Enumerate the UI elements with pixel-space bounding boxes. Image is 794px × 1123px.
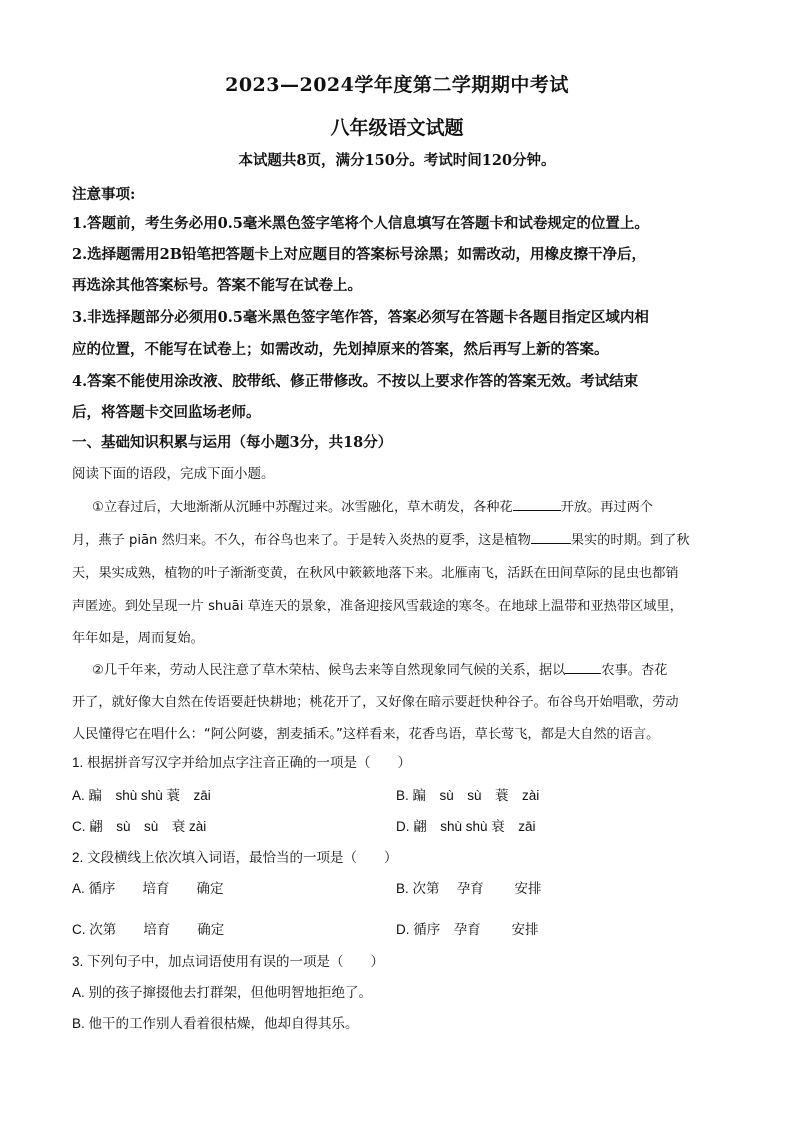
passage-text: 农事。杏花 bbox=[601, 663, 668, 678]
note-line: 2.选择题需用2B铅笔把答题卡上对应题目的答案标号涂黑；如需改动，用橡皮擦干净后， bbox=[72, 246, 646, 263]
note-line: 3.非选择题部分必须用0.5毫米黑色签字笔作答，答案必须写在答题卡各题目指定区域内相 bbox=[72, 309, 649, 326]
question-2-option-c: C. 次第 培育 确定 bbox=[72, 922, 225, 937]
exam-subtitle: 八年级语文试题 bbox=[330, 117, 464, 139]
passage-line bbox=[92, 496, 744, 515]
note-line: 再选涂其他答案标号。答案不能写在试卷上。 bbox=[72, 277, 362, 294]
passage-line: 天，果实成熟，植物的叶子渐渐变黄，在秋风中簌簌地落下来。北雁南飞，活跃在田间草际的昆虫也都销 bbox=[72, 566, 679, 581]
question-3-stem: 3. 下列句子中，加点词语使用有误的一项是（ ） bbox=[72, 954, 385, 969]
question-2-option-b: B. 次第 孕育 安排 bbox=[396, 881, 542, 896]
note-line: 1.答题前，考生务必用0.5毫米黑色签字笔将个人信息填写在答题卡和试卷规定的位置上。 bbox=[72, 215, 649, 232]
passage-text: ②几千年来，劳动人民注意了草木荣枯、候鸟去来等自然现象同气候的关系，据以 bbox=[92, 663, 566, 678]
passage-line: 开了，就好像大自然在传语要赶快耕地；桃花开了，又好像在暗示要赶快种谷子。布谷鸟开始唱歌，劳动 bbox=[72, 695, 679, 710]
question-3-option-a: A. 别的孩子撺掇他去打群架，但他明智地拒绝了。 bbox=[72, 985, 373, 1000]
passage-line bbox=[72, 529, 724, 548]
notes-heading: 注意事项: bbox=[72, 186, 136, 203]
question-2-option-d: D. 循序 孕育 安排 bbox=[396, 922, 539, 937]
answer-blank bbox=[531, 531, 571, 544]
exam-info: 本试题共8页，满分150分。考试时间120分钟。 bbox=[238, 152, 556, 169]
question-1-option-c: C. 翩 sù sù 衰 zài bbox=[72, 819, 207, 834]
section-intro: 阅读下面的语段，完成下面小题。 bbox=[72, 466, 275, 481]
passage-text: ①立春过后，大地渐渐从沉睡中苏醒过来。冰雪融化，草木萌发，各种花 bbox=[92, 500, 513, 515]
question-1-option-b: B. 蹁 sù sù 蓑 zài bbox=[396, 788, 540, 803]
passage-line: 人民懂得它在唱什么：“阿公阿婆，割麦插禾。”这样看来，花香鸟语，草长莺飞，都是大自然的语言。 bbox=[72, 727, 660, 742]
note-line: 后，将答题卡交回监场老师。 bbox=[72, 404, 261, 421]
answer-blank bbox=[565, 661, 601, 674]
note-line: 4.答案不能使用涂改液、胶带纸、修正带修改。不按以上要求作答的答案无效。考试结束 bbox=[72, 373, 639, 390]
question-2-stem: 2. 文段横线上依次填入词语，最恰当的一项是（ ） bbox=[72, 850, 398, 865]
question-1-option-d: D. 翩 shù shù 衰 zāi bbox=[396, 819, 536, 834]
passage-line: 声匿迹。到处呈现一片 shuāi 草连天的景象，准备迎接风雪载途的寒冬。在地球上温带和亚热带区域里， bbox=[72, 599, 683, 614]
passage-text: 果实的时期。到了秋 bbox=[570, 533, 690, 548]
exam-title: 2023—2024学年度第二学期期中考试 bbox=[225, 74, 569, 96]
note-line: 应的位置，不能写在试卷上；如需改动，先划掉原来的答案，然后再写上新的答案。 bbox=[72, 341, 609, 358]
passage-line bbox=[92, 659, 744, 678]
question-1-option-a: A. 蹁 shù shù 蓑 zāi bbox=[72, 788, 211, 803]
question-1-stem: 1. 根据拼音写汉字并给加点字注音正确的一项是（ ） bbox=[72, 755, 412, 770]
passage-text: 开放。再过两个 bbox=[560, 500, 653, 515]
passage-line: 年年如是，周而复始。 bbox=[72, 631, 204, 646]
question-3-option-b: B. 他干的工作别人看着很枯燥，他却自得其乐。 bbox=[72, 1016, 359, 1031]
question-2-option-a: A. 循序 培育 确定 bbox=[72, 881, 224, 896]
section-heading: 一、基础知识积累与运用（每小题3分，共18分） bbox=[72, 434, 393, 451]
answer-blank bbox=[513, 498, 561, 511]
passage-text: 月，燕子 piān 然归来。不久，布谷鸟也来了。于是转入炎热的夏季，这是植物 bbox=[72, 533, 531, 548]
